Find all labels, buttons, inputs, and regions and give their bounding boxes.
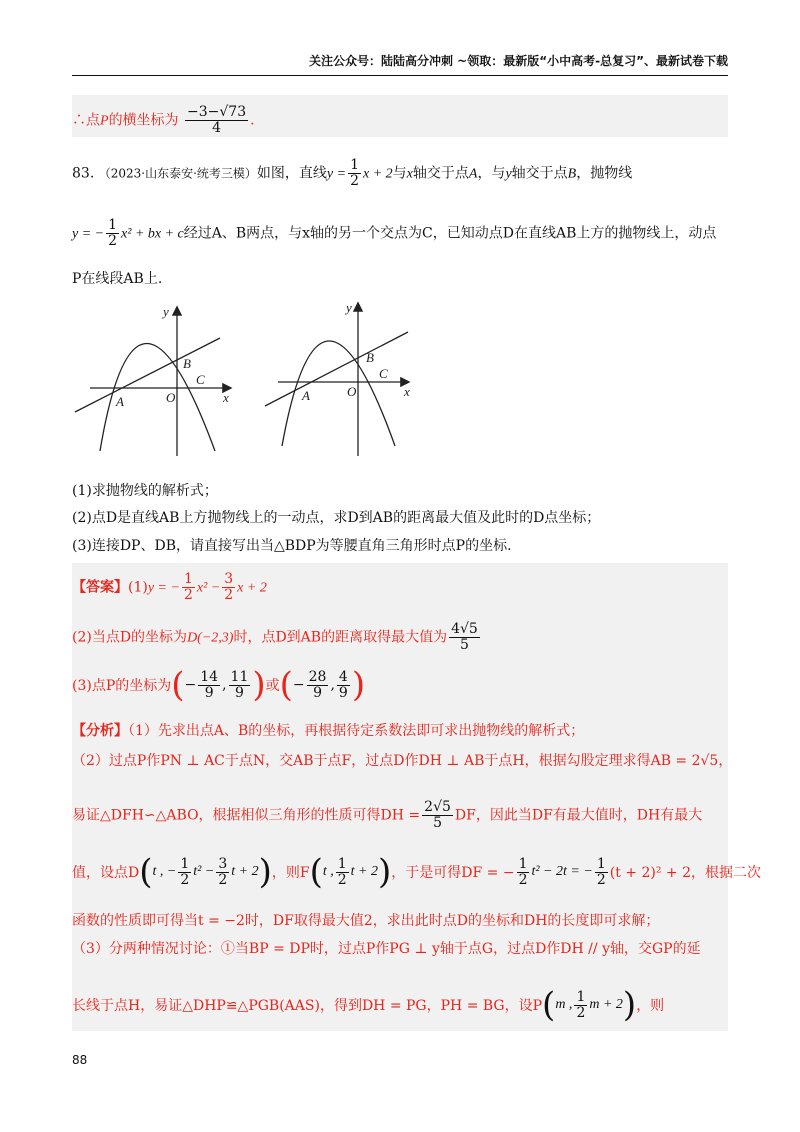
problem-line-2: y = − $\frac{1}{2}$ x² + bx + c经过A、B两点，与x轴的另一个交点为C，已知动点D在直线AB上方的抛物线上，动点 xyxy=(72,217,717,249)
label-c: C xyxy=(196,372,205,387)
figure xyxy=(70,296,460,466)
prev-answer-fraction: $\frac{-3-√73}{4}$ xyxy=(187,104,247,136)
label-x-2: x xyxy=(404,384,410,399)
problem-line-3: P在线段AB上. xyxy=(72,271,163,287)
label-y: y xyxy=(163,304,169,319)
problem-source: （2023·山东泰安·统考三模） xyxy=(98,166,257,181)
prev-answer-lead: ∴点 xyxy=(72,112,100,129)
label-a: A xyxy=(116,394,124,409)
page-number: 88 xyxy=(72,1053,88,1067)
analysis-line-1: 【分析】（1）先求出点A、B的坐标，再根据待定系数法即可求出抛物线的解析式； xyxy=(72,723,585,739)
answer-line-3: (3)点P的坐标为(− $\frac{14}{9}$ , $\frac{11}{9}$ )或(− $\frac{28}{9}$ , $\frac{4}{9}$ ) xyxy=(72,665,366,705)
answer-tag: 【答案】 xyxy=(72,579,128,596)
analysis-line-6: （3）分两种情况讨论：①当BP = DP时，过点P作PG ⊥ y轴于点G，过点D作DH // y轴，交GP的延 xyxy=(72,941,701,957)
label-x: x xyxy=(223,390,229,405)
label-o-2: O xyxy=(347,384,357,399)
analysis-tag: 【分析】 xyxy=(72,723,128,739)
analysis-line-3: 易证△DFH∽△ABO，根据相似三角形的性质可得DH = $\frac{2√5}{5}$ DF，因此当DF有最大值时，DH有最大 xyxy=(72,799,703,831)
analysis-line-7: 长线于点H，易证△DHP≌△PGB(AAS)，得到DH = PG，PH = BG，设P(m , $\frac{1}{2}$ m + 2)，则 xyxy=(72,985,665,1025)
analysis-line-2: （2）过点P作PN ⊥ AC于点N，交AB于点F，过点D作DH ⊥ AB于点H，根据勾股定理求得AB = 2√5， xyxy=(72,753,733,769)
question-1: (1)求抛物线的解析式； xyxy=(72,483,218,499)
previous-answer: ∴点P的横坐标为 $\frac{-3-√73}{4}$ . xyxy=(72,95,728,137)
label-y-2: y xyxy=(346,300,352,315)
prev-answer-var: P xyxy=(100,113,109,129)
problem-number: 83. xyxy=(72,165,95,182)
answer-line-2: (2)当点D的坐标为D(−2,3)时，点D到AB的距离取得最大值为 $\frac{4√5}{5}$ xyxy=(72,621,478,653)
analysis-line-4: 值，设点D(t , − $\frac{1}{2}$ t² − $\frac{3}{2}$ t + 2)，则F(t , $\frac{1}{2}$ t + 2)，于是可得DF = − $\frac{1}{2}$ t² − 2t = − $\frac{1}{2}$ (t + 2)² + 2，根据二次 xyxy=(72,852,761,892)
label-c-2: C xyxy=(379,366,388,381)
label-a-2: A xyxy=(302,388,310,403)
page-header: 关注公众号：陆陆高分冲刺 ~领取：最新版“小中高考-总复习”、最新试卷下载 xyxy=(72,52,728,76)
answer-line-1: 【答案】(1)y = − $\frac{1}{2}$ x² − $\frac{3}{2}$ x + 2 xyxy=(72,571,267,603)
parabola-2 xyxy=(282,341,395,446)
analysis-line-5: 函数的性质即可得当t = −2时，DF取得最大值2，求出此时点D的坐标和DH的长度即可求解； xyxy=(72,913,660,929)
problem-line-1: 83. （2023·山东泰安·统考三模）如图，直线y = $\frac{1}{2}$ x + 2与x轴交于点A，与y轴交于点B，抛物线 xyxy=(72,157,633,189)
figure-left xyxy=(75,308,230,456)
label-b: B xyxy=(183,356,191,371)
question-3: (3)连接DP、DB，请直接写出当△BDP为等腰直角三角形时点P的坐标. xyxy=(72,538,512,554)
question-2: (2)点D是直线AB上方抛物线上的一动点，求D到AB的距离最大值及此时的D点坐标； xyxy=(72,510,601,526)
prev-answer-text: 的横坐标为 xyxy=(108,112,179,129)
label-o: O xyxy=(166,390,176,405)
label-b-2: B xyxy=(366,350,374,365)
